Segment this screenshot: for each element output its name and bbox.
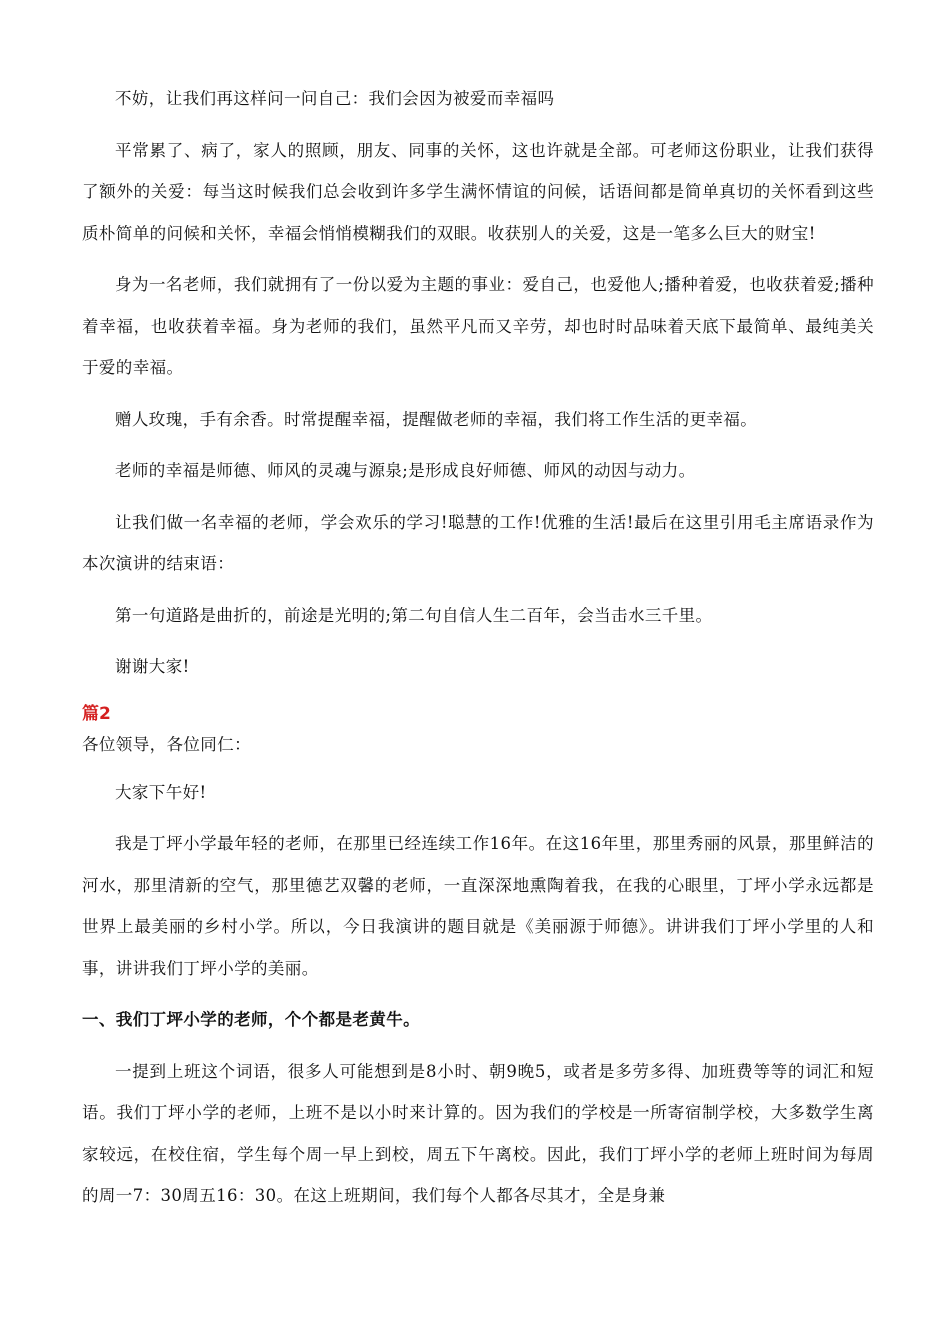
- paragraph-work-hours: 一提到上班这个词语，很多人可能想到是8小时、朝9晚5，或者是多劳多得、加班费等等的词汇和短语。我们丁坪小学的老师，上班不是以小时来计算的。因为我们的学校是一所寄宿制学校，大多数学生离家较远，在校住宿，学生每个周一早上到校，周五下午离校。因此，我们丁坪小学的老师上班时间为每周的周一7：30周五16：30。在这上班期间，我们每个人都各尽其才，全是身兼: [82, 1061, 874, 1205]
- paragraph-thanks: 谢谢大家!: [115, 657, 190, 676]
- paragraph-career-of-love: 身为一名老师，我们就拥有了一份以爱为主题的事业：爱自己，也爱他人;播种着爱，也收获着爱;播种着幸福，也收获着幸福。身为老师的我们，虽然平凡而又辛劳，却也时时品味着天底下最简单、最纯美关于爱的幸福。: [82, 275, 874, 377]
- paragraph-question: 不妨，让我们再这样问一问自己：我们会因为被爱而幸福吗: [115, 89, 555, 108]
- subheading: 一、我们丁坪小学的老师，个个都是老黄牛。: [82, 1010, 420, 1029]
- paragraph-quote: 第一句道路是曲折的，前途是光明的;第二句自信人生二百年，会当击水三千里。: [115, 605, 713, 625]
- paragraph-care: 平常累了、病了，家人的照顾，朋友、同事的关怀，这也许就是全部。可老师这份职业，让我们获得了额外的关爱：每当这时候我们总会收到许多学生满怀情谊的问候，话语间都是简单真切的关怀看到这些质朴简单的问候和关怀，幸福会悄悄模糊我们的双眼。收获别人的关爱，这是一笔多么巨大的财宝!: [82, 140, 874, 243]
- paragraph-roses: 赠人玫瑰，手有余香。时常提醒幸福，提醒做老师的幸福，我们将工作生活的更幸福。: [115, 409, 758, 429]
- paragraph-closing: 让我们做一名幸福的老师，学会欢乐的学习!聪慧的工作!优雅的生活!最后在这里引用毛主席语录作为本次演讲的结束语：: [82, 512, 874, 573]
- document-page: [82, 78, 874, 1217]
- section-title: 篇2: [82, 703, 111, 724]
- paragraph-intro: 我是丁坪小学最年轻的老师，在那里已经连续工作16年。在这16年里，那里秀丽的风景，那里鲜洁的河水，那里清新的空气，那里德艺双馨的老师，一直深深地熏陶着我，在我的心眼里，丁坪小学永远都是世界上最美丽的乡村小学。所以，今日我演讲的题目就是《美丽源于师德》。讲讲我们丁坪小学里的人和事，讲讲我们丁坪小学的美丽。: [82, 834, 874, 978]
- paragraph-ethics: 老师的幸福是师德、师风的灵魂与源泉;是形成良好师德、师风的动因与动力。: [115, 461, 696, 480]
- salutation: 各位领导，各位同仁：: [82, 734, 251, 754]
- greeting: 大家下午好!: [115, 782, 207, 802]
